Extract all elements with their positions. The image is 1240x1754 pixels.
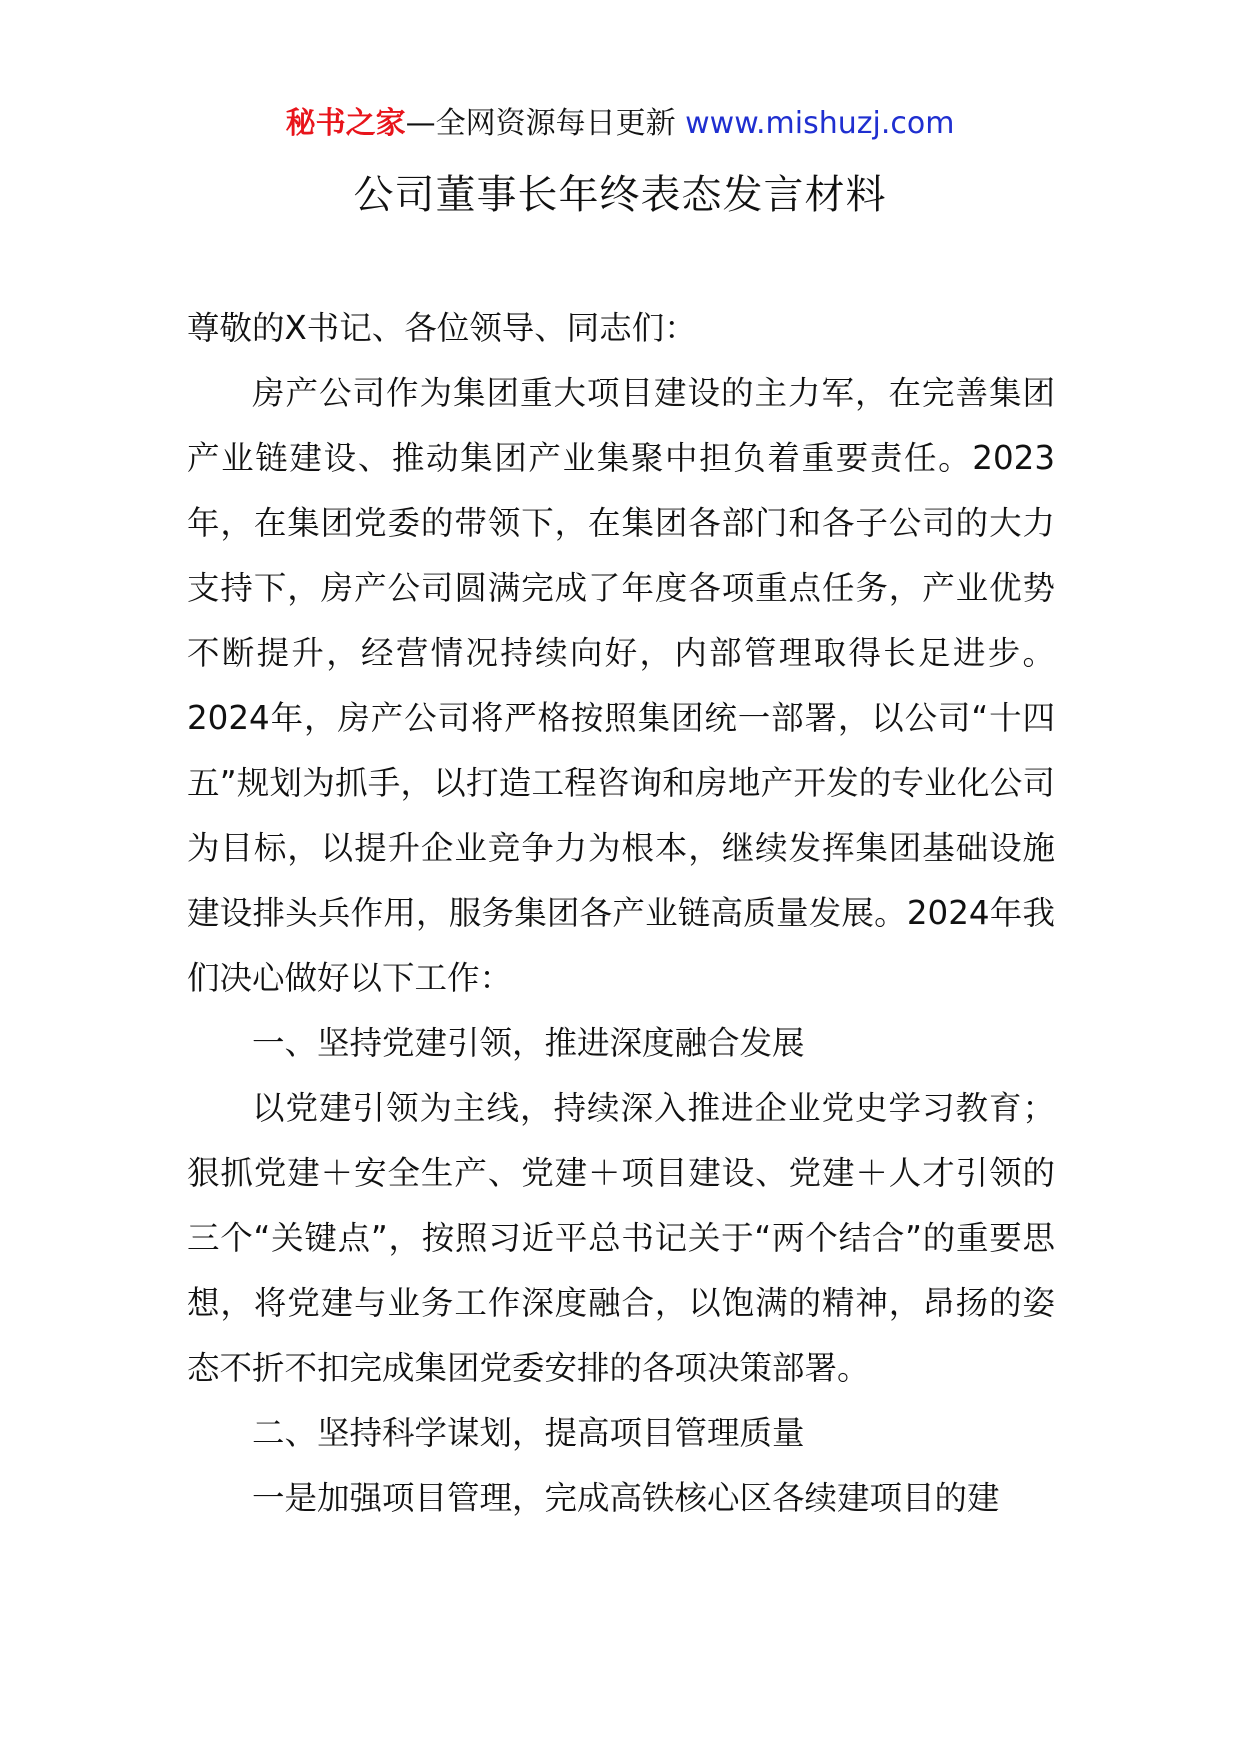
- site-url-link[interactable]: www.mishuzj.com: [685, 106, 955, 141]
- brand-name: 秘书之家: [285, 106, 406, 141]
- section-1-paragraph: 以党建引领为主线，持续深入推进企业党史学习教育；狠抓党建＋安全生产、党建＋项目建设、党建＋人才引领的三个“关键点”，按照习近平总书记关于“两个结合”的重要思想，将党建与业务工作深度融合，以饱满的精神，昂扬的姿态不折不扣完成集团党委安排的各项决策部署。: [187, 1089, 1055, 1387]
- section-heading-2: 二、坚持科学谋划，提高项目管理质量: [252, 1414, 805, 1452]
- document-title: 公司董事长年终表态发言材料: [353, 172, 887, 218]
- salutation: 尊敬的X书记、各位领导、同志们：: [187, 309, 697, 347]
- header-slogan: —全网资源每日更新: [405, 106, 686, 141]
- site-header: [0, 104, 1240, 144]
- document-body: [187, 296, 1055, 1531]
- section-heading-1: 一、坚持党建引领，推进深度融合发展: [252, 1024, 805, 1062]
- section-2-paragraph: 一是加强项目管理，完成高铁核心区各续建项目的建: [252, 1479, 1000, 1517]
- intro-paragraph: 房产公司作为集团重大项目建设的主力军，在完善集团产业链建设、推动集团产业集聚中担负着重要责任。2023年，在集团党委的带领下，在集团各部门和各子公司的大力支持下，房产公司圆满完成了年度各项重点任务，产业优势不断提升，经营情况持续向好，内部管理取得长足进步。2024年，房产公司将严格按照集团统一部署，以公司“十四五”规划为抓手，以打造工程咨询和房地产开发的专业化公司为目标，以提升企业竞争力为根本，继续发挥集团基础设施建设排头兵作用，服务集团各产业链高质量发展。2024年我们决心做好以下工作：: [187, 374, 1055, 997]
